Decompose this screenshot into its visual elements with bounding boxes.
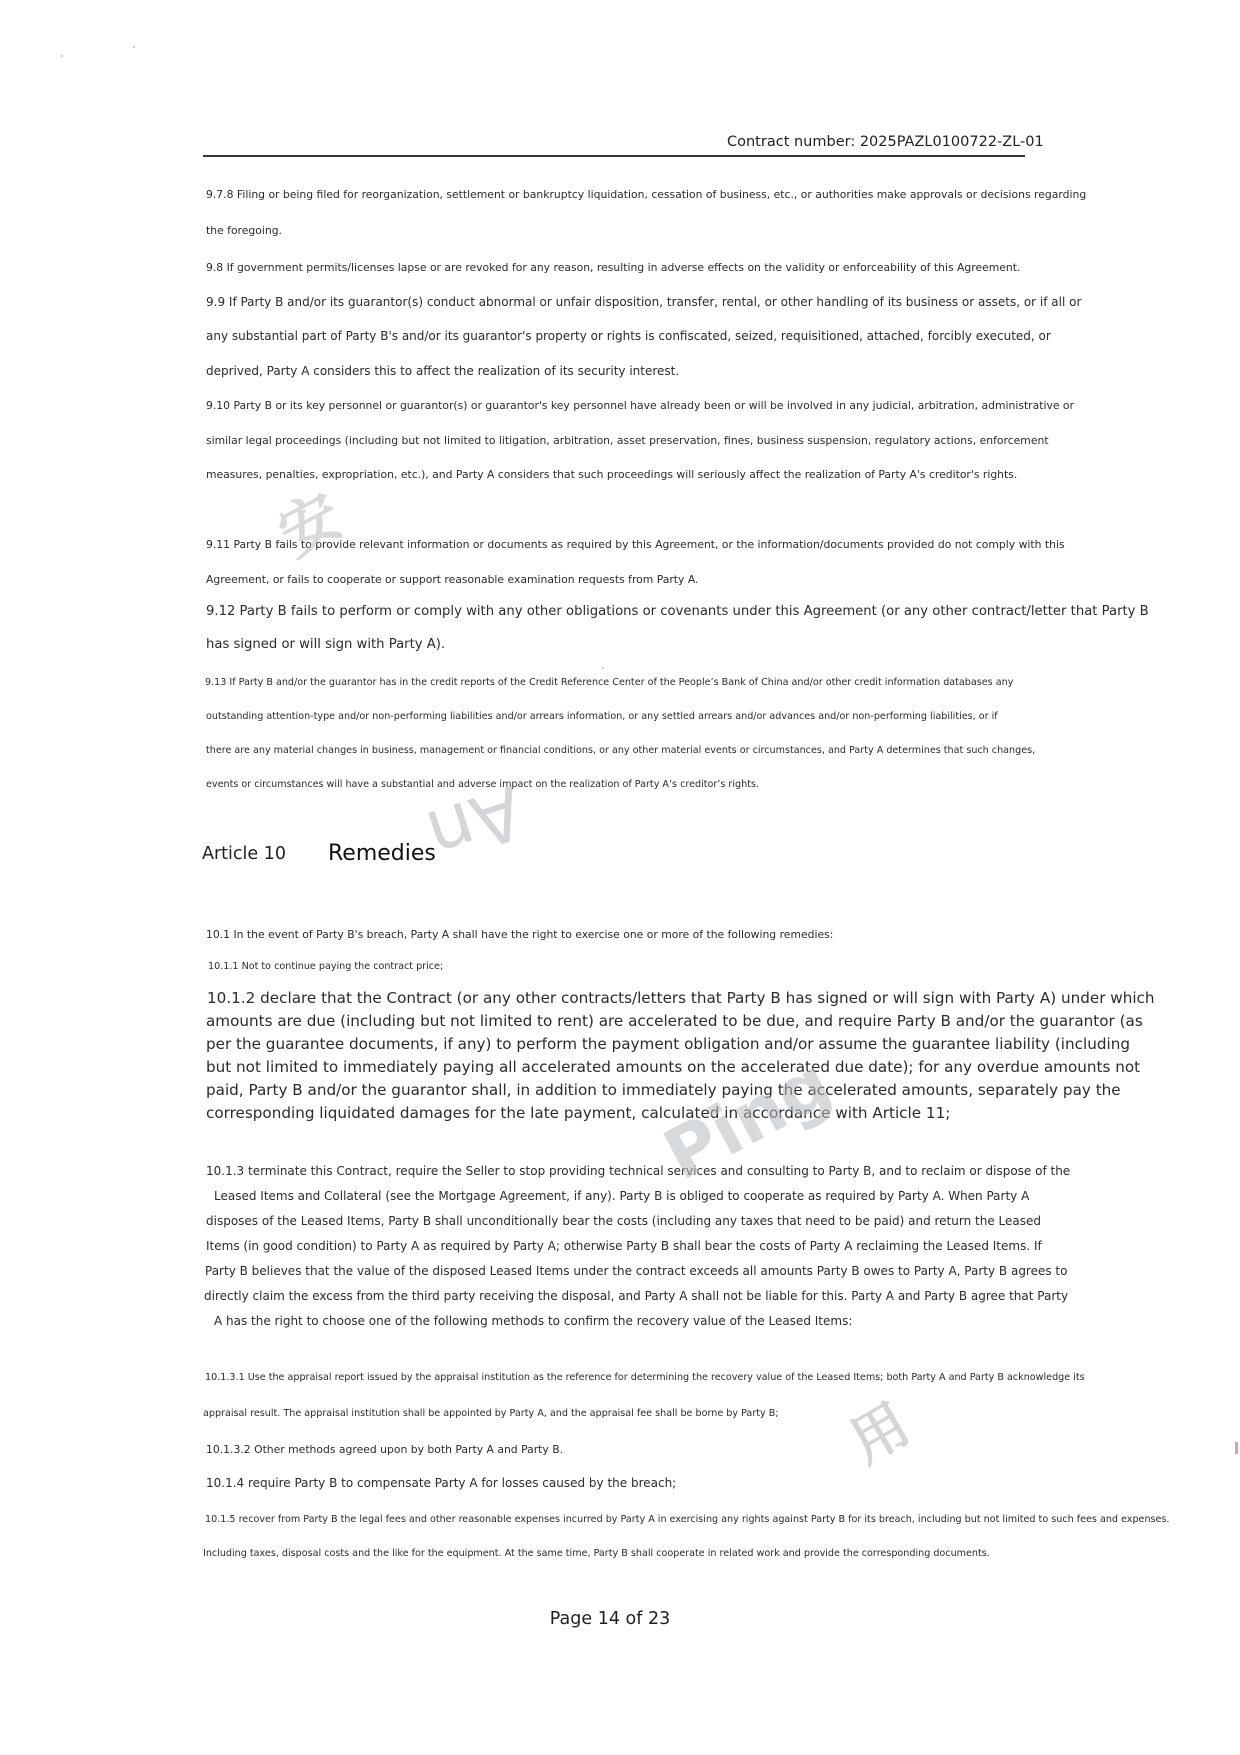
remedy-10-1-2-line-6: corresponding liquidated damages for the late payment, calculated in accordance with Article 11;	[206, 1104, 951, 1122]
remedy-10-1-3-1-line-2: appraisal result. The appraisal institution shall be appointed by Party A, and the appraisal fee shall be borne by Party B;	[203, 1408, 779, 1419]
edge-mark	[1235, 1442, 1238, 1454]
remedy-10-1-3-1-line-1: 10.1.3.1 Use the appraisal report issued by the appraisal institution as the reference for determining the recovery value of the Leased Items; both Party A and Party B acknowledge its	[205, 1372, 1085, 1383]
clause-9-8: 9.8 If government permits/licenses lapse or are revoked for any reason, resulting in adverse effects on the validity or enforceability of this Agreement.	[206, 261, 1021, 274]
header-rule	[203, 155, 1025, 157]
watermark-fragment: 安	[267, 480, 354, 571]
remedy-10-1-3-line-5: Party B believes that the value of the disposed Leased Items under the contract exceeds all amounts Party B owes to Party A, Party B agrees to	[205, 1264, 1068, 1278]
remedy-10-1-3-line-2: Leased Items and Collateral (see the Mortgage Agreement, if any). Party B is obliged to cooperate as required by Party A. When Party A	[214, 1189, 1030, 1203]
clause-9-9-line-1: 9.9 If Party B and/or its guarantor(s) conduct abnormal or unfair disposition, transfer, rental, or other handling of its business or assets, or if all or	[206, 295, 1082, 309]
scan-speck	[602, 667, 604, 669]
remedy-10-1-3-line-7: A has the right to choose one of the following methods to confirm the recovery value of the Leased Items:	[214, 1314, 853, 1328]
page-number: Page 14 of 23	[549, 1609, 671, 1629]
clause-9-11-line-2: Agreement, or fails to cooperate or support reasonable examination requests from Party A.	[206, 573, 699, 586]
clause-9-7-8-line-2: the foregoing.	[206, 224, 282, 237]
clause-9-11-line-1: 9.11 Party B fails to provide relevant information or documents as required by this Agreement, or the information/documents provided do not comply with this	[206, 538, 1065, 551]
remedy-10-1-2-line-1: 10.1.2 declare that the Contract (or any other contracts/letters that Party B has signed or will sign with Party A) under which	[207, 989, 1155, 1007]
scan-speck	[133, 46, 135, 48]
watermark-fragment: Ping	[651, 1041, 845, 1197]
remedy-10-1-4: 10.1.4 require Party B to compensate Party A for losses caused by the breach;	[206, 1476, 677, 1490]
clause-9-13-line-1: 9.13 If Party B and/or the guarantor has in the credit reports of the Credit Reference Center of the People’s Bank of China and/or other credit information databases any	[205, 677, 1014, 688]
remedy-10-1-3-line-4: Items (in good condition) to Party A as required by Party A; otherwise Party B shall bear the costs of Party A reclaiming the Leased Items. If	[206, 1239, 1042, 1253]
clause-9-12-line-1: 9.12 Party B fails to perform or comply with any other obligations or covenants under this Agreement (or any other contract/letter that Party B	[206, 604, 1149, 619]
clause-9-13-line-3: there are any material changes in business, management or financial conditions, or any other material events or circumstances, and Party A determines that such changes,	[206, 745, 1036, 756]
clause-9-10-line-1: 9.10 Party B or its key personnel or guarantor(s) or guarantor's key personnel have already been or will be involved in any judicial, arbitration, administrative or	[206, 399, 1074, 412]
remedy-10-1-2-line-3: per the guarantee documents, if any) to perform the payment obligation and/or assume the guarantee liability (including	[206, 1035, 1130, 1053]
remedy-10-1-2-line-5: paid, Party B and/or the guarantor shall, in addition to immediately paying the accelerated amounts, separately pay the	[206, 1081, 1121, 1099]
contract-number: Contract number: 2025PAZL0100722-ZL-01	[727, 134, 1044, 150]
article-number: Article 10	[202, 844, 286, 864]
clause-9-12-line-2: has signed or will sign with Party A).	[206, 637, 446, 652]
clause-9-13-line-4: events or circumstances will have a substantial and adverse impact on the realization of Party A’s creditor’s rights.	[206, 779, 760, 790]
clause-9-9-line-3: deprived, Party A considers this to affect the realization of its security interest.	[206, 364, 680, 378]
remedy-10-1-2-line-2: amounts are due (including but not limited to rent) are accelerated to be due, and require Party B and/or the guarantor (as	[206, 1012, 1143, 1030]
remedy-10-1-1: 10.1.1 Not to continue paying the contract price;	[208, 961, 444, 972]
article-title: Remedies	[328, 841, 436, 866]
remedy-10-1-2-line-4: but not limited to immediately paying all accelerated amounts on the accelerated due date); for any overdue amounts not	[206, 1058, 1141, 1076]
remedy-10-1-5-line-2: Including taxes, disposal costs and the like for the equipment. At the same time, Party B shall cooperate in related work and provide the corresponding documents.	[203, 1548, 990, 1559]
remedy-10-1-3-line-6: directly claim the excess from the third party receiving the disposal, and Party A shall not be liable for this. Party A and Party B agree that Party	[204, 1289, 1069, 1303]
watermark-fragment: 用	[839, 1391, 921, 1477]
remedy-10-1-5-line-1: 10.1.5 recover from Party B the legal fees and other reasonable expenses incurred by Party A in exercising any rights against Party B for its breach, including but not limited to such fees and expenses.	[205, 1514, 1170, 1525]
remedy-10-1-3-2: 10.1.3.2 Other methods agreed upon by both Party A and Party B.	[206, 1443, 564, 1456]
remedy-10-1-3-line-1: 10.1.3 terminate this Contract, require the Seller to stop providing technical services and consulting to Party B, and to reclaim or dispose of the	[206, 1164, 1071, 1178]
clause-9-9-line-2: any substantial part of Party B's and/or its guarantor's property or rights is confiscated, seized, requisitioned, attached, forcibly executed, or	[206, 329, 1051, 343]
remedy-10-1-3-line-3: disposes of the Leased Items, Party B shall unconditionally bear the costs (including any taxes that need to be paid) and return the Leased	[206, 1214, 1041, 1228]
clause-9-13-line-2: outstanding attention-type and/or non-performing liabilities and/or arrears information, or any settled arrears and/or advances and/or non-performing liabilities, or if	[206, 711, 998, 722]
watermark-fragment: An	[417, 769, 534, 879]
clause-9-10-line-3: measures, penalties, expropriation, etc.), and Party A considers that such proceedings will seriously affect the realization of Party A's creditor's rights.	[206, 468, 1018, 481]
scan-speck	[61, 55, 63, 57]
clause-9-7-8-line-1: 9.7.8 Filing or being filed for reorganization, settlement or bankruptcy liquidation, cessation of business, etc., or authorities make approvals or decisions regarding	[206, 188, 1087, 201]
remedy-10-1: 10.1 In the event of Party B's breach, Party A shall have the right to exercise one or more of the following remedies:	[206, 928, 834, 941]
clause-9-10-line-2: similar legal proceedings (including but not limited to litigation, arbitration, asset preservation, fines, business suspension, regulatory actions, enforcement	[206, 434, 1049, 447]
